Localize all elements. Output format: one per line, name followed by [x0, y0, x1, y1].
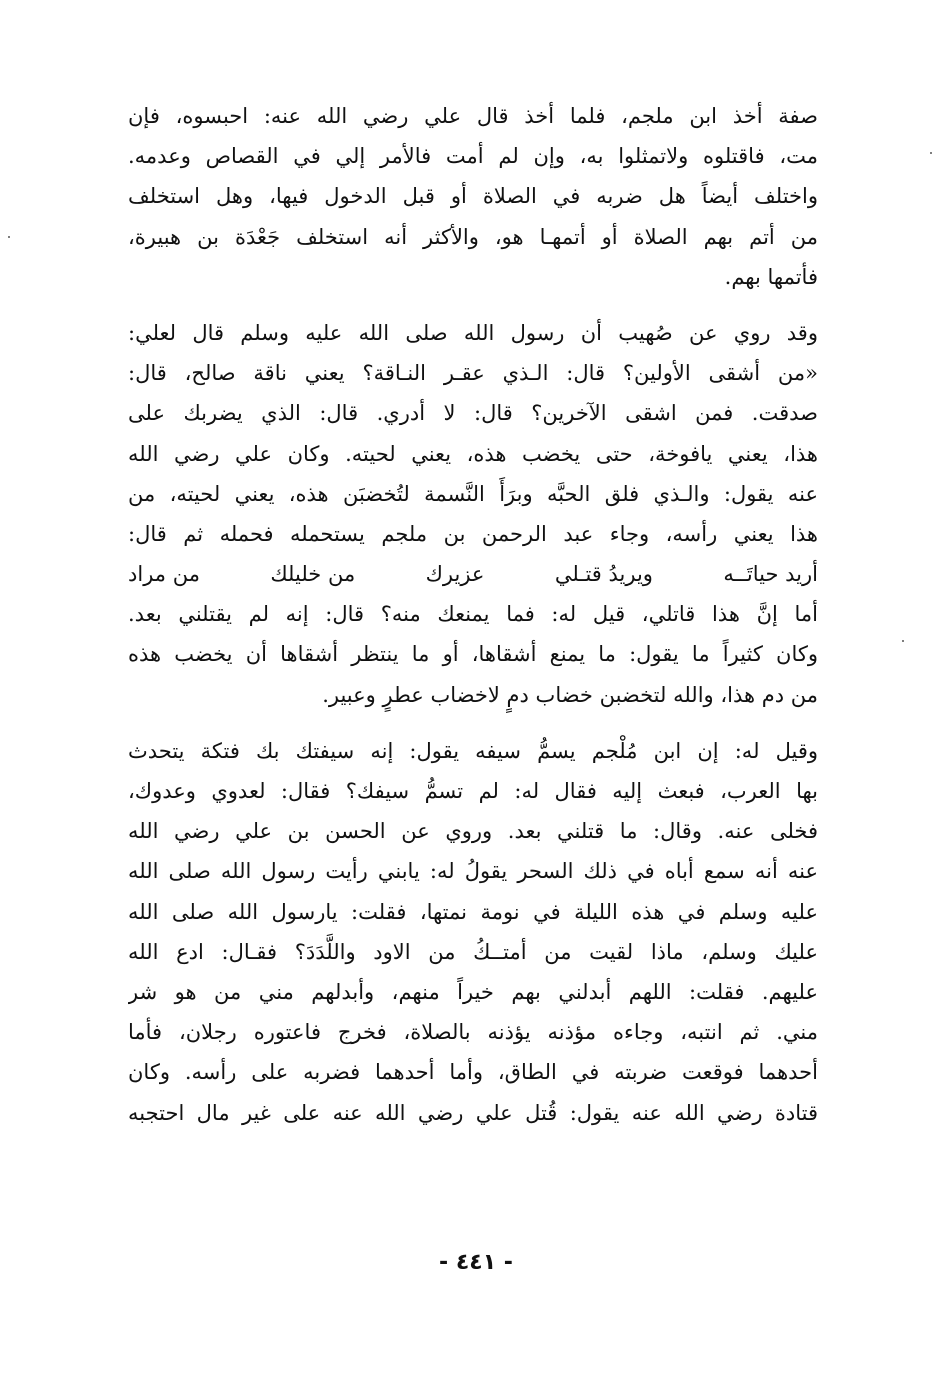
text-line: فخلى عنه. وقال: ما قتلني بعد. وروي عن الحسن بن علي رضي الله: [128, 819, 818, 844]
paragraph-1: [128, 96, 818, 297]
text-line: هذا، يعني يافوخة، حتى يخضب هذه، يعني لحيته. وكان علي رضي الله: [128, 441, 818, 466]
text-line: مت، فاقتلوه ولاتمثلوا به، وإن لم أمت فالأمر إلي في القصاص وعدمه.: [128, 144, 818, 169]
text-line: فأتمها بهم.: [724, 264, 818, 289]
text-line: وقد روي عن صُهيب أن رسول الله صلى الله عليه وسلم قال لعلي:: [128, 320, 818, 345]
text-line: عليك وسلم، ماذا لقيت من أمتــكُ من الاود واللَّدَدَ؟ فقـال: ادع الله: [128, 939, 818, 964]
text-line: من أتم بهم الصلاة أو أتمهـا هو، والأكثر أنه استخلف جَعْدَة بن هبيرة،: [128, 224, 818, 249]
text-line: بها العرب، فبعث إليه فقال له: لم تسمُّ سيفك؟ فقال: لعدوي وعدوك،: [128, 779, 818, 803]
verse-segment: من مراد: [128, 562, 200, 587]
text-line: عنه يقول: والـذي فلق الحبَّه وبرَأَ النَّسمة لتُخضبَن هذه، يعني لحيته، من: [128, 481, 818, 506]
verse-segment: عزيرك: [425, 562, 485, 587]
verse-segment: من خليلك: [270, 562, 356, 587]
text-line: عنه أنه سمع أباه في ذلك السحر يقولُ له: يابني رأيت رسول الله صلى الله: [128, 859, 818, 884]
text-line: صدقت. فمن اشقى الآخرين؟ قال: لا أدري. قال: الذي يضربك على: [128, 401, 818, 426]
text-line: عليه وسلم في هذه الليلة في نومة نمتها، فقلت: يارسول الله صلى الله: [128, 899, 818, 924]
text-line: وقيل له: إن ابن مُلْجم يسمُّ سيفه يقول: إنه سيفتك بك فتكة يتحدث: [128, 738, 818, 763]
text-line: وكان كثيراً ما يقول: ما يمنع أشقاها، أو ما ينتظر أشقاها أن يخضب هذه: [128, 642, 818, 667]
text-line: قتادة رضي الله عنه يقول: قُتل علي رضي الله عنه على غير مال احتجبه: [128, 1100, 818, 1125]
page-number: - ٤٤١ -: [439, 1250, 513, 1275]
text-line: واختلف أيضاً هل ضربه في الصلاة أو قبل الدخول فيها، وهل استخلف: [128, 184, 818, 209]
poem-verse: [128, 554, 818, 594]
scan-speck: [902, 640, 904, 642]
verse-segment: أريد حياتَــه: [723, 562, 818, 587]
text-line: أما إنَّ هذا قاتلي، قيل له: فما يمنعك منه؟ قال: إنه لم يقتلني بعد.: [128, 602, 818, 627]
text-line: صفة أخذ ابن ملجم، فلما أخذ قال علي رضي الله عنه: احبسوه، فإن: [128, 104, 818, 128]
text-line: أحدهما فوقعت ضربته في الطاق، وأما أحدهما فضربه على رأسه. وكان: [128, 1060, 818, 1085]
text-line: مني. ثم انتبه، وجاءه مؤذنه يؤذنه بالصلاة، فخرج فاعتوره رجلان، فأما: [128, 1020, 818, 1045]
text-line: من دم هذا، والله لتخضبن خضاب دمٍ لاخضاب عطرٍ وعبير.: [322, 682, 818, 707]
paragraph-3: [128, 731, 818, 1133]
paragraph-2: [128, 313, 818, 715]
text-line: عليهم. فقلت: اللهم أبدلني بهم خيراً منهم، وأبدلهم مني من هو شر: [128, 979, 818, 1004]
scan-speck: [930, 152, 932, 154]
page-body: [128, 96, 818, 1133]
text-line: هذا يعني رأسه، وجاء عبد الرحمن بن ملجم يستحمله فحمله ثم قال:: [128, 521, 818, 546]
verse-segment: ويريدُ قتـلي: [554, 562, 653, 587]
text-line: «من أشقى الأولين؟ قال: الـذي عقـر النـاقة؟ يعني ناقة صالح، قال:: [128, 361, 818, 386]
scan-speck: [8, 236, 10, 238]
